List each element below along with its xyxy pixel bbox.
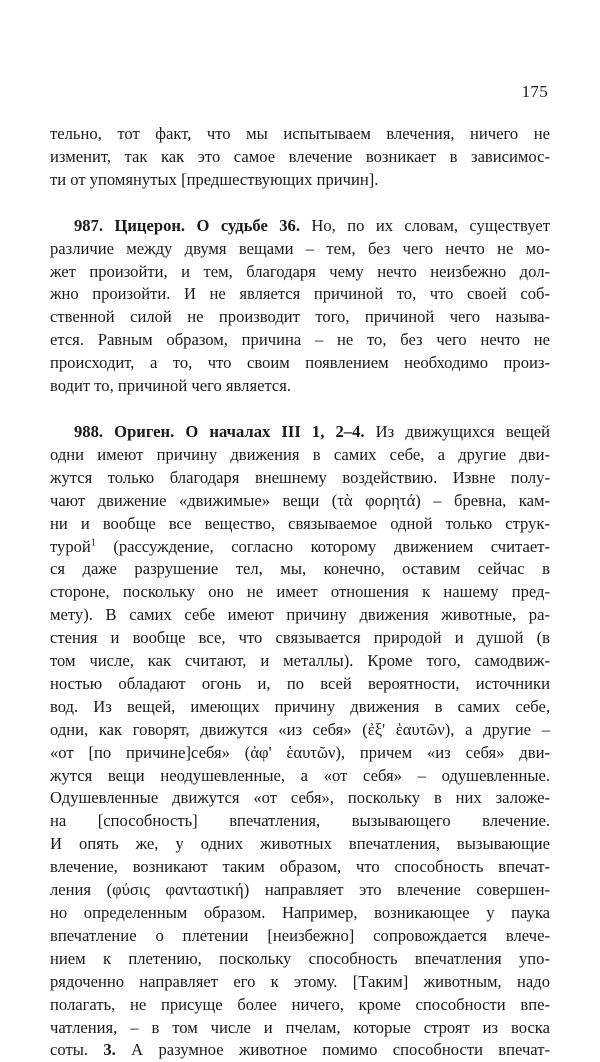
text-line: жутся вещи неодушевленные, а «от себя» – одушевленные.	[50, 765, 550, 785]
text-line: Одушевленные движутся «от себя», поскольку в них заложе-	[50, 788, 550, 808]
text-line: нием к плетению, поскольку способность впечатления упо-	[50, 948, 550, 968]
text-line: ется. Равным образом, причина – не то, без чего нечто не	[50, 330, 550, 350]
text-line: том числе, как считают, и металлы). Кроме того, самодвиж-	[50, 651, 550, 671]
section-heading-988: 988. Ориген. О началах III 1, 2–4.	[74, 421, 365, 441]
text-line: водит то, причиной чего является.	[50, 376, 292, 396]
text-line: тельно, тот факт, что мы испытываем влечения, ничего не	[50, 124, 550, 143]
text-fragment: (рассуждение, согласно которому движением считает-	[95, 536, 550, 556]
text-fragment: Из движущихся вещей	[364, 421, 550, 441]
text-line: влечение, возникают таким образом, что способность впечат-	[50, 857, 550, 877]
text-line: И опять же, у одних животных впечатления, вызывающие	[50, 834, 550, 854]
paragraph-988	[50, 421, 550, 1062]
text-line: ся даже разрушение тел, мы, конечно, оставим сейчас в	[50, 559, 550, 579]
text-fragment: А разумное животное помимо способности впечат-	[115, 1040, 551, 1060]
text-line: изменит, так как это самое влечение возникает в зависимос-	[50, 146, 550, 166]
text-line	[50, 536, 550, 559]
text-line: различие между двумя вещами – тем, без чего нечто не мо-	[50, 238, 550, 258]
text-line: ления (φύσις φανταστική) направляет это влечение совершен-	[50, 880, 550, 900]
text-line	[50, 1039, 550, 1062]
text-line	[50, 421, 550, 444]
text-line: происходит, а то, что своим появлением необходимо произ-	[50, 353, 550, 373]
text-line: ственной силой не производит того, причиной чего называ-	[50, 307, 550, 327]
text-line: впечатление о плетении [неизбежно] сопровождается влече-	[50, 925, 550, 945]
text-line: ти от упомянутых [предшествующих причин].	[50, 169, 379, 189]
text-line: жутся только благодаря внешнему воздействию. Извне полу-	[50, 467, 550, 487]
text-line: «от [по причине]себя» (ἀφ' ἑαυτῶν), причем «из себя» дви-	[50, 742, 550, 762]
text-line: мету). В самих себе имеют причину движения животные, ра-	[50, 605, 550, 625]
text-line: полагать, не присуще более ничего, кроме способности впе-	[50, 994, 550, 1014]
text-line: ни и вообще все вещество, связываемое одной только струк-	[50, 513, 550, 533]
text-line	[50, 215, 550, 238]
text-line: рядоченно направляет его к этому. [Таким] животным, надо	[50, 971, 550, 991]
text-line: жет произойти, и тем, благодаря чему нечто неизбежно дол-	[50, 261, 550, 281]
text-line: ностью обладают огонь и, по всей вероятности, источники	[50, 673, 550, 693]
text-line: одни, как говорят, движутся «из себя» (ἐξ' ἑαυτῶν), а другие –	[50, 719, 550, 739]
text-line: вод. Из вещей, имеющих причину движения в самих себе,	[50, 696, 550, 716]
footnote-marker: 1	[90, 536, 96, 548]
text-line: стения и вообще все, что связывается природой и душой (в	[50, 628, 550, 648]
paragraph-continuation	[50, 123, 550, 192]
text-fragment: турой	[50, 536, 91, 556]
text-line: стороне, поскольку оно не имеет отношения к нашему пред-	[50, 582, 550, 602]
page-number: 175	[521, 82, 548, 101]
text-line: на [способность] впечатления, вызывающего влечение.	[50, 811, 550, 831]
text-body	[50, 123, 550, 1062]
text-line: но определенным образом. Например, возникающее у паука	[50, 903, 550, 922]
text-line: одни имеют причину движения в самих себе, а другие дви-	[50, 444, 550, 464]
text-line: чают движение «движимые» вещи (τὰ φορητά) – бревна, кам-	[50, 490, 550, 510]
paragraph-987	[50, 215, 550, 398]
section-number-3: 3.	[103, 1040, 116, 1060]
text-fragment: соты.	[50, 1040, 88, 1060]
text-fragment: Но, по их словам, существует	[299, 215, 550, 235]
section-heading-987: 987. Цицерон. О судьбе 36.	[74, 215, 300, 235]
text-line: чатления, – в том числе и пчелам, которые строят из воска	[50, 1017, 550, 1037]
text-line: жно произойти. И не является причиной то, что своей соб-	[50, 284, 550, 304]
